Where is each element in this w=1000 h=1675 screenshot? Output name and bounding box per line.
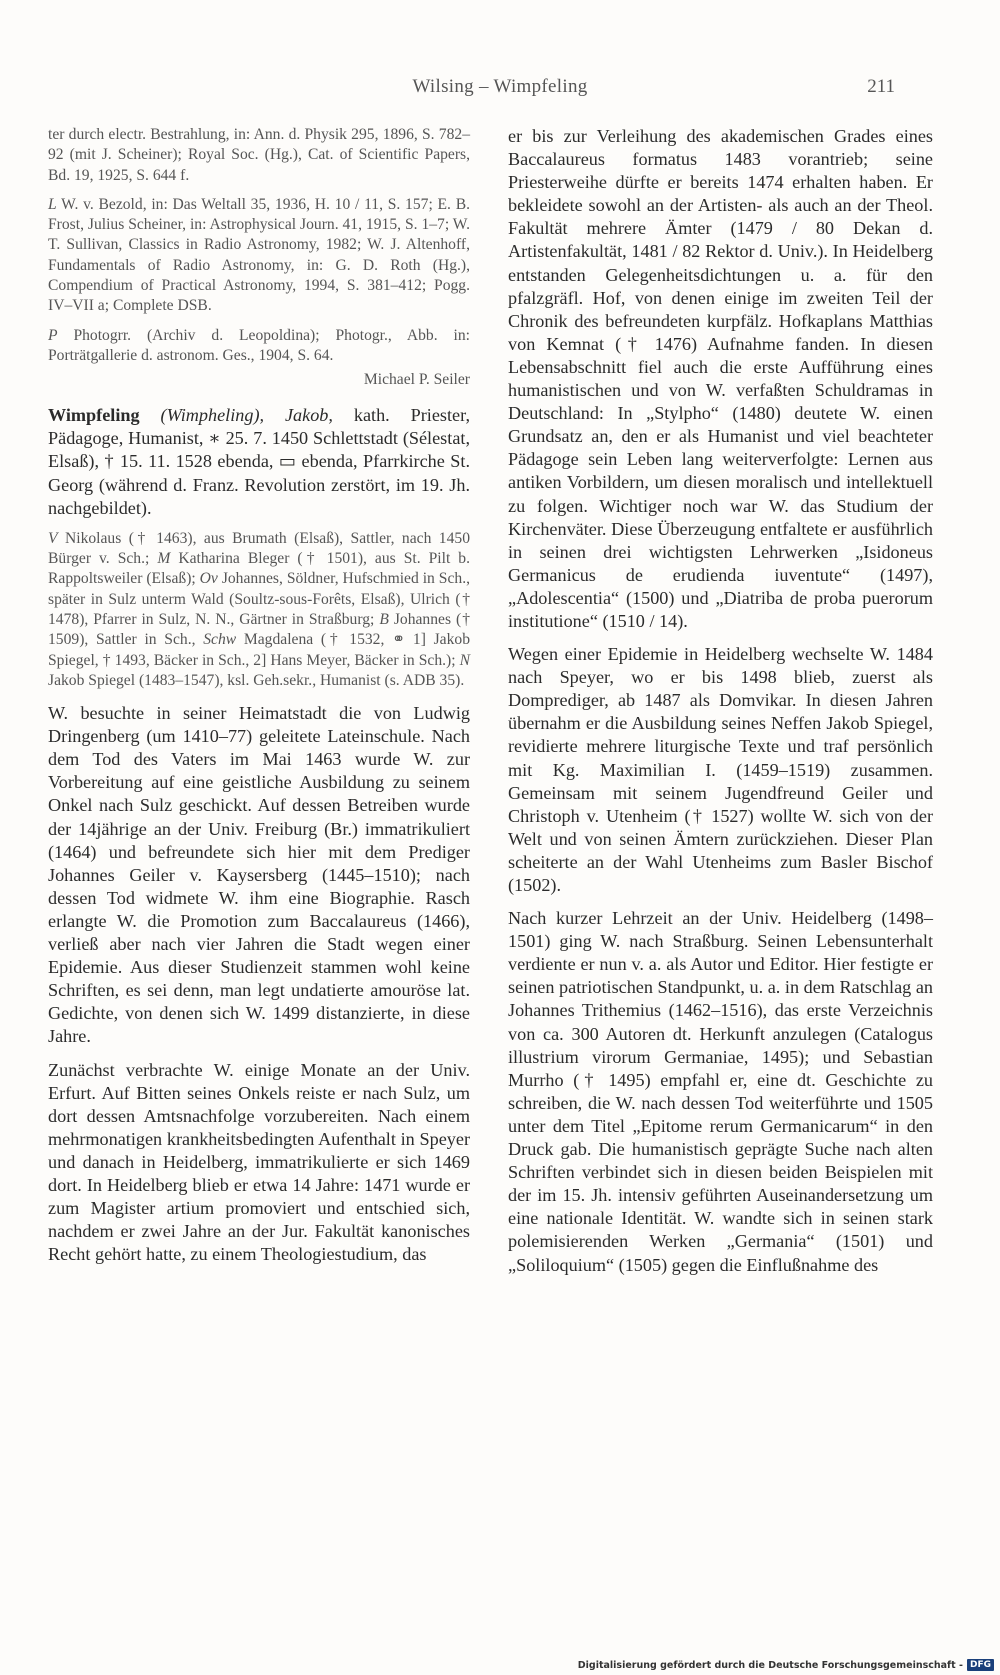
genealogy-m-label: M — [157, 550, 171, 568]
portrait-text: Photogrr. (Archiv d. Leopoldina); Photogr., Abb. in: Porträtgallerie d. astronom. Ges., 1904, S. 64. — [48, 326, 470, 364]
body-paragraph: W. besuchte in seiner Heimatstadt die von Ludwig Dringenberg (um 1410–77) geleitete Lateinschule. Nach dem Tod des Vaters im Mai 1463 wurde W. zur Vorbereitung auf eine geistliche Ausbildung zu seinem Onkel nach Sulz geschickt. Auf dessen Betreiben wurde der 14jährige an der Univ. Freiburg (Br.) immatrikuliert (1464) und befreundete sich hier mit dem Prediger Johannes Geiler v. Kaysersberg (1445–1510); nach dessen Tod widmete W. ihm eine Biographie. Rasch erlangte W. die Promotion zum Baccalaureus (1466), verließ aber nach vier Jahren die Stadt wegen einer Epidemie. Aus dieser Studienzeit stammen wohl keine Schriften, es sei denn, man legt undatierte amouröse lat. Gedichte, von denen sich W. 1499 distanzierte, in diese Jahre. — [48, 703, 470, 1047]
digitization-footer — [578, 1659, 994, 1671]
body-paragraph: Zunächst verbrachte W. einige Monate an der Univ. Erfurt. Auf Bitten seines Onkels reiste er nach Sulz, um dort dessen Amtsnachfolge vorzubereiten. Nach einem mehrmonatigen krankheitsbedingten Aufenthalt in Speyer und danach in Heidelberg, immatrikulierte er sich 1469 dort. In Heidelberg blieb er etwa 14 Jahre: 1471 wurde er zum Magister artium promoviert und entschied sich, nachdem er zwei Jahre an der Jur. Fakultät kanonisches Recht gehört hatte, zu einem Theologiestudium, das — [48, 1059, 470, 1265]
left-column — [48, 125, 470, 1266]
page-header — [0, 76, 1000, 106]
entry-name: Wimpfeling — [48, 405, 140, 426]
author-signature: Michael P. Seiler — [363, 371, 470, 389]
genealogy-v-label: V — [48, 529, 58, 547]
body-paragraph: Nach kurzer Lehrzeit an der Univ. Heidelberg (1498–1501) ging W. nach Straßburg. Seinen Lebensunterhalt verdiente er nun v. a. als Autor und Editor. Hier festigte er seinen patriotischen Standpunkt, u. a. in dem Ratschlag an Johannes Trithemius (1462–1516), das erste Verzeichnis von ca. 300 Autoren dt. Herkunft anzulegen (Catalogus illustrium virorum Germaniae, 1495); und Sebastian Murrho († 1495) empfahl er, eine dt. Geschichte zu schreiben, die W. nach dessen Tod weiterführte und 1505 unter dem Titel „Epitome rerum Germanicarum“ in den Druck gab. Die humanistisch geprägte Suche nach alten Schriften verbindet sich in diesen beiden Beispielen mit der im 15. Jh. intensiv geführten Auseinandersetzung um eine nationale Identität. W. wandte sich in seinen stark polemisierenden Werken „Germania“ (1501) und „Soliloquium“ (1505) gegen die Einflußnahme des — [508, 908, 933, 1275]
page-number: 211 — [867, 76, 895, 97]
lit-label: L — [48, 195, 57, 213]
genealogy-ov: Johannes, Söldner, Hufschmied in Sch., später in Sulz unterm Wald (Soultz-sous-Forêts, Elsaß), Ulrich († 1478), Pfarrer in Sulz, N. N., Gärtner in Straßburg; — [48, 570, 470, 628]
footer-credit: Digitalisierung gefördert durch die Deutsche Forschungsgemeinschaft - — [577, 1659, 963, 1671]
genealogy-b-label: B — [379, 610, 389, 628]
genealogy-b: Johannes († 1509), Sattler in Sch., — [48, 610, 470, 649]
entry-intro: kath. Priester, Pädagoge, Humanist, ∗ 25. 7. 1450 Schlettstadt (Sélestat, Elsaß), † 15. 11. 1528 ebenda, ▭ ebenda, Pfarrkirche St. Georg (während d. Franz. Revolution zerstört, im 19. Jh. nachgebildet). — [48, 405, 470, 518]
entry-variant: (Wimpheling), Jakob, — [160, 405, 333, 426]
right-column — [508, 125, 933, 1277]
lit-text: W. v. Bezold, in: Das Weltall 35, 1936, H. 10 / 11, S. 157; E. B. Frost, Julius Scheiner, in: Astrophysical Journ. 41, 1915, S. 1–7; W. T. Sullivan, Classics in Radio Astronomy, 1982; W. J. Altenhoff, Fundamentals of Radio Astronomy, in: G. D. Roth (Hg.), Compendium of Practical Astronomy, 1994, S. 381–412; Pogg. IV–VII a; Complete DSB. — [48, 195, 470, 315]
genealogy-m: Katharina Bleger († 1501), aus St. Pilt b. Rappoltsweiler (Elsaß); — [48, 550, 471, 588]
entry-heading — [48, 404, 470, 519]
previous-entry-works: ter durch electr. Bestrahlung, in: Ann. d. Physik 295, 1896, S. 782–92 (mit J. Scheiner); Royal Soc. (Hg.), Cat. of Scientific Papers, Bd. 19, 1925, S. 644 f. — [48, 126, 470, 184]
genealogy-schw: Magdalena († 1532, ⚭ 1] Jakob Spiegel, † 1493, Bäcker in Sch., 2] Hans Meyer, Bäcker in Sch.); — [48, 631, 470, 669]
dfg-logo-icon: DFG — [967, 1659, 994, 1671]
running-title: Wilsing – Wimpfeling — [412, 76, 588, 97]
body-paragraph: er bis zur Verleihung des akademischen Grades eines Baccalaureus formatus 1483 vorantrieb; seine Priesterweihe dürfte er bereits 1474 erhalten haben. Er bekleidete sowohl an der Artisten- als auch an der Theol. Fakultät mehrere Ämter (1479 / 80 Dekan d. Artistenfakultät, 1481 / 82 Rektor d. Univ.). In Heidelberg entstanden Gelegenheitsdichtungen u. a. für den pfalzgräfl. Hof, von denen einige im zweiten Teil der Chronik des befreundeten kurpfälz. Hofkaplans Matthias von Kemnat († 1476) Aufnahme fanden. In diesen Lebensabschnitt fiel auch die erste Aufführung eines humanistischen und von W. verfaßten Schuldramas in Deutschland: In „Stylpho“ (1480) deutete W. einen Grundsatz an, den er als Humanist und viel beachteter Pädagoge sein Leben lang weiterverfolgte: Lernen aus antiken Vorbildern, um diesen moralisch und intellektuell zu folgen. Wichtiger noch war W. das Studium der Kirchenväter. Diese Überzeugung entfaltete er ausführlich in seinen drei wichtigsten Lehrwerken „Isidoneus Germanicus de erudienda iuventute“ (1497), „Adolescentia“ (1500) und „Diatriba de proba puerorum institutione“ (1510 / 14). — [508, 126, 933, 631]
genealogy-v: Nikolaus († 1463), aus Brumath (Elsaß), Sattler, nach 1450 Bürger v. Sch.; — [48, 529, 470, 568]
previous-entry-portraits — [48, 326, 470, 367]
previous-entry-literature — [48, 195, 470, 317]
genealogy-n-label: N — [459, 651, 470, 669]
genealogy-schw-label: Schw — [203, 631, 237, 649]
genealogy — [48, 529, 470, 691]
portrait-label: P — [48, 326, 58, 344]
genealogy-n: Jakob Spiegel (1483–1547), ksl. Geh.sekr., Humanist (s. ADB 35). — [48, 671, 465, 689]
body-paragraph: Wegen einer Epidemie in Heidelberg wechselte W. 1484 nach Speyer, wo er bis 1498 blieb, zuerst als Domprediger, ab 1487 als Domvikar. In diesen Jahren übernahm er die Ausbildung seines Neffen Jakob Spiegel, revidierte mehrere liturgische Texte und traf persönlich mit Kg. Maximilian I. (1459–1519) zusammen. Gemeinsam mit seinem Jugendfreund Geiler und Christoph v. Utenheim († 1527) wollte W. sich von der Welt und von seinen Ämtern zurückziehen. Dieser Plan scheiterte an der Wahl Utenheims zum Basler Bischof (1502). — [508, 644, 933, 895]
genealogy-ov-label: Ov — [199, 570, 218, 588]
